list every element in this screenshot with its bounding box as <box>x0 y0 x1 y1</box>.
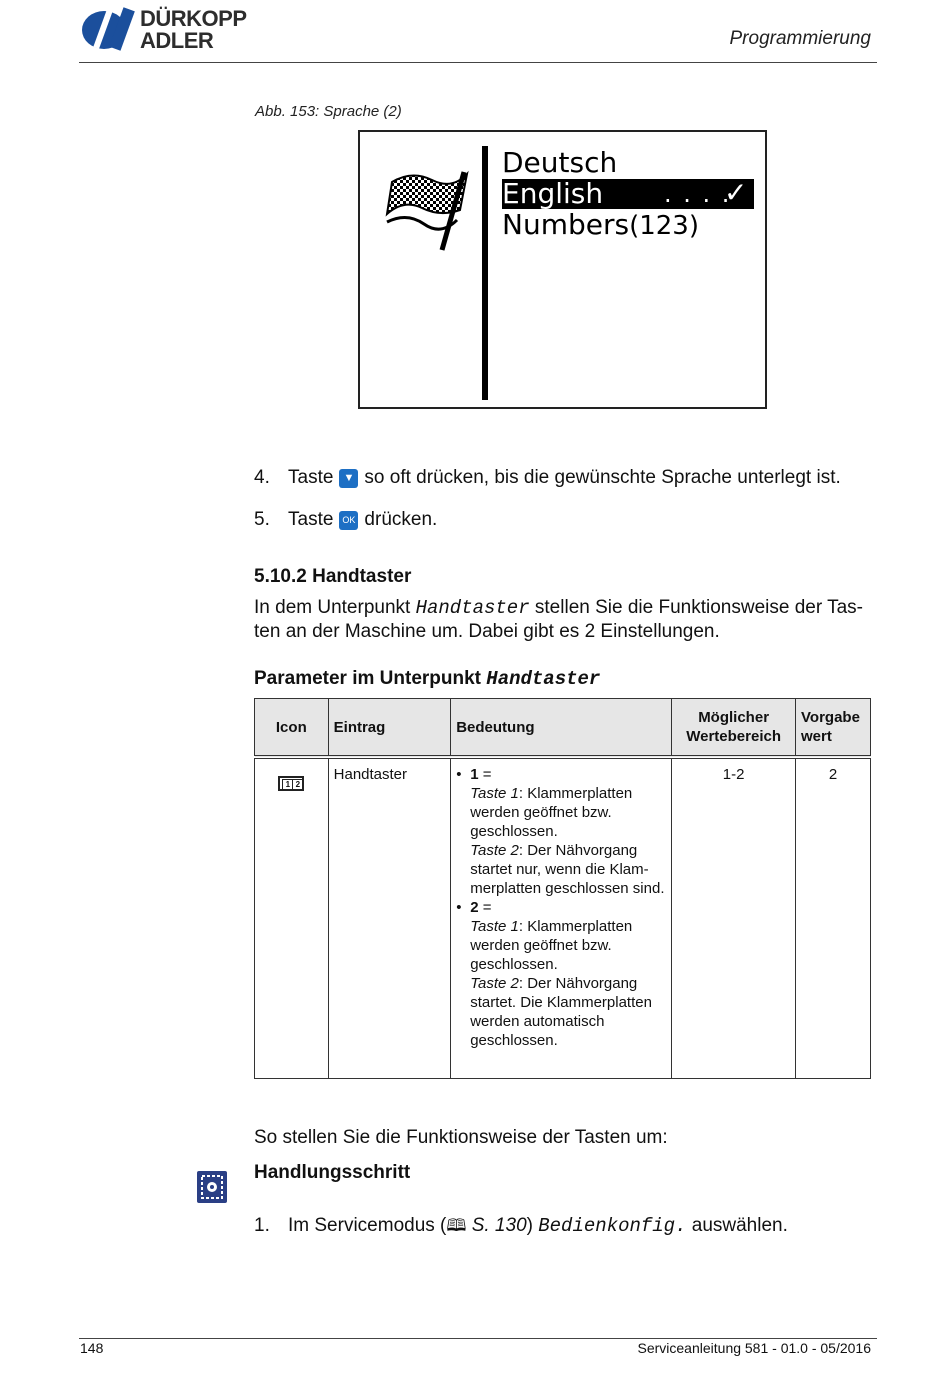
option-key-label: Taste 2 <box>470 975 519 992</box>
step-text: ) <box>526 1215 539 1236</box>
step-text: auswählen. <box>686 1215 788 1236</box>
cell-range: 1-2 <box>672 757 796 1078</box>
language-flag-icon <box>382 162 472 252</box>
action-intro: So stellen Sie die Funktionsweise der Tasten um: <box>254 1127 668 1148</box>
menu-item-english-selected[interactable] <box>502 176 754 210</box>
cell-entry: Handtaster <box>328 757 451 1078</box>
brand-name-line1: DÜRKOPP <box>140 6 247 31</box>
menu-divider-bar <box>482 146 488 400</box>
action-heading: Handlungsschritt <box>254 1162 411 1183</box>
option-key-label: Taste 2 <box>470 842 519 859</box>
option-2 <box>456 898 666 1050</box>
header-range <box>672 699 796 758</box>
hand-button-icon <box>278 776 304 791</box>
step-5 <box>254 509 437 531</box>
step-text: Taste <box>288 509 334 530</box>
step-text: Taste <box>288 467 334 488</box>
header-divider <box>79 62 877 63</box>
paragraph-code: Handtaster <box>415 597 530 619</box>
option-eq: = <box>478 899 492 916</box>
option-1 <box>456 765 666 898</box>
table-header-row <box>255 699 871 758</box>
parameter-table <box>254 698 871 1079</box>
document-id: Serviceanleitung 581 - 01.0 - 05/2016 <box>637 1340 871 1356</box>
menu-item-numbers-suffix: (123) <box>629 211 699 241</box>
option-value: 1 <box>470 766 479 783</box>
language-menu-screenshot <box>358 130 767 409</box>
option-key-label: Taste 1 <box>470 918 519 935</box>
parameter-heading-code: Handtaster <box>486 668 601 690</box>
arrow-down-key-icon: ▼ <box>339 469 358 488</box>
option-key-label: Taste 1 <box>470 785 519 802</box>
gear-grid-icon <box>197 1171 227 1203</box>
menu-item-deutsch[interactable]: Deutsch <box>502 146 618 179</box>
option-key-text: : Der Nähvorgang startet nur, wenn die Klam-merplatten geschlossen sind. <box>470 842 665 897</box>
step-number: 1. <box>254 1215 270 1236</box>
header-range-line2: Wertebereich <box>686 728 781 745</box>
action-step-icon <box>197 1171 227 1203</box>
parameter-heading <box>254 668 600 690</box>
header-range-line1: Möglicher <box>698 709 770 726</box>
action-step-1 <box>254 1213 788 1242</box>
option-key-text: : Der Nähvorgang startet. Die Klammerplatten werden automatisch geschlossen. <box>470 975 652 1049</box>
hand-button-icon-digit: 2 <box>292 779 303 790</box>
hand-button-icon-digit: 1 <box>282 779 293 790</box>
cell-default: 2 <box>796 757 871 1078</box>
brand-name-line2: ADLER <box>140 28 214 53</box>
section-heading: 5.10.2 Handtaster <box>254 566 412 587</box>
header-meaning: Bedeutung <box>451 699 672 758</box>
header-icon: Icon <box>255 699 329 758</box>
step-number: 5. <box>254 509 270 530</box>
header-default-line1: Vorgabe <box>801 709 860 726</box>
menu-item-numbers[interactable] <box>502 210 699 240</box>
cell-icon <box>255 757 329 1078</box>
section-paragraph <box>254 596 874 643</box>
table-row <box>255 757 871 1078</box>
paragraph-text: In dem Unterpunkt <box>254 597 416 618</box>
footer-divider <box>79 1338 877 1339</box>
figure-caption: Abb. 153: Sprache (2) <box>255 103 402 120</box>
page-number: 148 <box>80 1340 104 1356</box>
option-key-text: : Klammerplatten werden geöffnet bzw. geschlossen. <box>470 785 633 840</box>
parameter-heading-text: Parameter im Unterpunkt <box>254 668 487 689</box>
menu-item-numbers-label: Numbers <box>502 208 630 241</box>
option-value: 2 <box>470 899 479 916</box>
header-section-title: Programmierung <box>729 28 871 49</box>
ok-key-icon: OK <box>339 511 358 530</box>
duerkopp-adler-logo-icon <box>80 6 136 52</box>
header-entry: Eintrag <box>328 699 451 758</box>
step-code: Bedienkonfig. <box>538 1215 687 1237</box>
brand-logo <box>80 6 265 56</box>
header-default-line2: wert <box>801 728 832 745</box>
checkmark-icon: ✓ <box>724 176 748 209</box>
step-number: 4. <box>254 467 270 488</box>
step-text: so oft drücken, bis die gewünschte Sprache unterlegt ist. <box>364 467 841 488</box>
menu-item-dots: . . . . <box>664 180 732 208</box>
paragraph-text: stellen Sie die Funktionsweise der Tas-ten an der Maschine um. Dabei gibt es 2 Einstellungen. <box>254 597 863 642</box>
option-eq: = <box>478 766 492 783</box>
step-4 <box>254 467 841 489</box>
step-text: Im Servicemodus ( <box>288 1215 447 1236</box>
option-key-text: : Klammerplatten werden geöffnet bzw. geschlossen. <box>470 918 633 973</box>
step-text: drücken. <box>364 509 438 530</box>
book-reference-icon: 🕮 <box>446 1216 467 1235</box>
header-default <box>796 699 871 758</box>
cell-meaning <box>451 757 672 1078</box>
menu-item-english-label: English <box>502 177 604 210</box>
page-reference-link[interactable]: S. 130 <box>471 1215 527 1236</box>
